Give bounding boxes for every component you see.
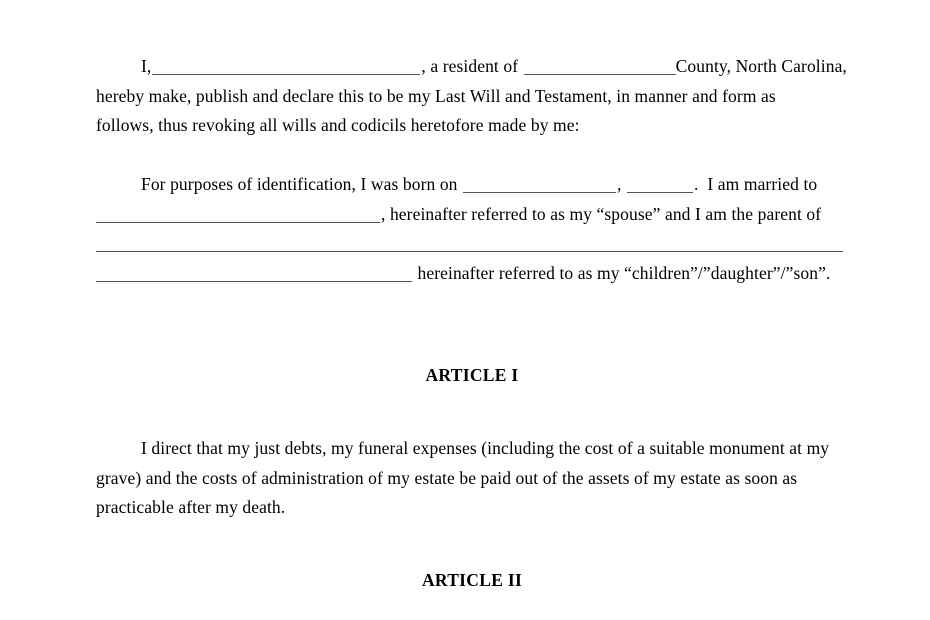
children-clause-line <box>96 259 848 289</box>
article-i-body-line3: practicable after my death. <box>96 497 286 517</box>
paragraph-spacer-4 <box>96 347 848 361</box>
paragraph-spacer-8 <box>96 552 848 566</box>
opening-after-name-text: , a resident of <box>421 56 523 76</box>
article-i-body-text-1: I direct that my just debts, my funeral expenses (including the cost of a suitable monument at my <box>141 438 830 458</box>
children-clause-text: hereinafter referred to as my “children”/”daughter”/”son”. <box>413 262 831 283</box>
children-names-blank-line2[interactable] <box>96 266 412 282</box>
birth-date-blank[interactable] <box>463 177 616 193</box>
spouse-name-blank[interactable] <box>96 207 380 223</box>
children-names-line <box>96 229 848 259</box>
birth-year-blank[interactable] <box>627 177 693 193</box>
testator-name-blank[interactable] <box>152 59 420 75</box>
identification-lead-in: For purposes of identification, I was born on <box>141 174 463 194</box>
paragraph-spacer-7 <box>96 523 848 553</box>
paragraph-spacer-5 <box>96 391 848 421</box>
article-i-body-line1 <box>96 434 848 464</box>
opening-paragraph <box>96 52 848 82</box>
identification-paragraph-line1 <box>96 170 848 200</box>
identification-paragraph-line2 <box>96 200 848 230</box>
opening-after-county-text: County, North Carolina, <box>675 56 847 76</box>
paragraph-spacer-1 <box>96 141 848 171</box>
article-i-body-line2: grave) and the costs of administration of my estate be paid out of the assets of my estate as soon as <box>96 467 798 488</box>
paragraph-spacer-2 <box>96 288 848 318</box>
document-body <box>96 52 848 596</box>
county-blank[interactable] <box>524 59 676 75</box>
identification-after-year-text: . I am married to <box>693 174 818 194</box>
identification-date-year-separator: , <box>617 174 626 194</box>
spouse-clause-text: , hereinafter referred to as my “spouse” and I am the parent of <box>381 203 822 224</box>
opening-paragraph-line2: hereby make, publish and declare this to be my Last Will and Testament, in manner and form as <box>96 85 776 106</box>
opening-lead-in: I, <box>141 56 152 76</box>
paragraph-spacer-3 <box>96 318 848 348</box>
opening-paragraph-line3: follows, thus revoking all wills and codicils heretofore made by me: <box>96 115 580 135</box>
paragraph-spacer-6 <box>96 420 848 434</box>
article-ii-heading: ARTICLE II <box>421 570 523 590</box>
article-i-heading: ARTICLE I <box>425 365 519 385</box>
children-names-blank-line1[interactable] <box>96 236 843 252</box>
